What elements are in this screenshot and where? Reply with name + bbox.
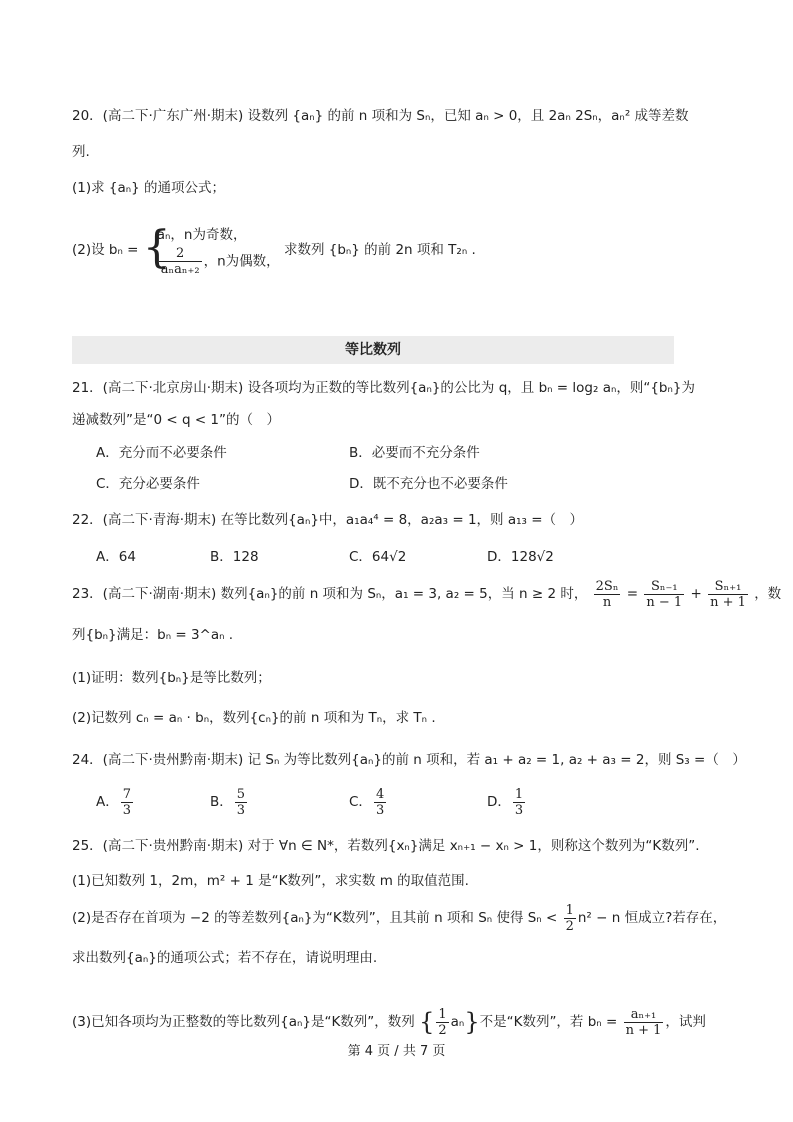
case-even xyxy=(157,246,280,277)
q20-part1: (1)求 {aₙ} 的通项公式； xyxy=(72,180,226,196)
case-even-suffix: ，n为偶数， xyxy=(203,253,280,269)
fraction-denominator: 2 xyxy=(438,1022,447,1038)
fraction-numerator: 1 xyxy=(438,1006,447,1022)
q20-line1: 20．(高二下·广东广州·期末) 设数列 {aₙ} 的前 n 项和为 Sₙ，已知 aₙ > 0，且 2aₙ 2Sₙ，aₙ² 成等差数 xyxy=(72,108,689,124)
q22-line1: 22．(高二下·青海·期末) 在等比数列{aₙ}中，a₁a₄⁴ = 8，a₂a₃ = 1，则 a₁₃ =（ ） xyxy=(72,512,584,528)
q20-part2-prefix: (2)设 bₙ = xyxy=(72,242,139,258)
piecewise xyxy=(142,221,280,277)
q20-line2: 列. xyxy=(72,144,90,160)
plus-sign: + xyxy=(690,586,702,602)
fraction-denominator: n + 1 xyxy=(625,1022,662,1038)
option-label: A． xyxy=(96,794,119,810)
q25-part3-prefix: (3)已知各项均为正整数的等比数列{aₙ}是“K数列”，数列 xyxy=(72,1014,415,1030)
right-brace-icon: } xyxy=(464,1008,480,1036)
q25-part2 xyxy=(72,900,727,936)
option-label: B． xyxy=(210,794,233,810)
fraction-an1-over-n1 xyxy=(624,1007,664,1038)
fraction-one-half xyxy=(564,903,576,934)
q24-line1: 24．(高二下·贵州黔南·期末) 记 Sₙ 为等比数列{aₙ}的前 n 项和，若 a₁ + a₂ = 1, a₂ + a₃ = 2，则 S₃ =（ ） xyxy=(72,752,746,768)
q20-part2-suffix: 求数列 {bₙ} 的前 2n 项和 T₂ₙ . xyxy=(283,242,476,258)
fraction-numerator: 5 xyxy=(236,786,246,802)
q21-line1: 21．(高二下·北京房山·期末) 设各项均为正数的等比数列{aₙ}的公比为 q，且 bₙ = log₂ aₙ，则“{bₙ}为 xyxy=(72,380,695,396)
fraction-denominator: 2 xyxy=(565,918,574,934)
fraction-denominator: n + 1 xyxy=(710,594,746,610)
q21-option-c[interactable]: C．充分必要条件 xyxy=(96,476,200,492)
fraction-sn+1 xyxy=(708,579,748,610)
q23-line1-prefix: 23．(高二下·湖南·期末) 数列{aₙ}的前 n 项和为 Sₙ，a₁ = 3, a₂ = 5，当 n ≥ 2 时， xyxy=(72,586,588,602)
option-fraction xyxy=(513,787,525,818)
fraction-2sn-over-n xyxy=(594,579,621,610)
fraction-denominator: 3 xyxy=(514,802,524,818)
fraction-numerator: Sₙ₊₁ xyxy=(708,579,748,595)
left-brace-icon: { xyxy=(419,1008,435,1036)
q25-part3-an: aₙ xyxy=(450,1014,465,1030)
q24-option-c[interactable] xyxy=(349,784,388,820)
q22-option-c[interactable]: C．64√2 xyxy=(349,549,407,565)
q23-line2: 列{bₙ}满足：bₙ = 3^aₙ . xyxy=(72,627,234,643)
fraction-numerator: Sₙ₋₁ xyxy=(644,579,684,595)
fraction-numerator: 2Sₙ xyxy=(595,578,619,594)
fraction-denominator: 3 xyxy=(122,802,132,818)
q25-part1: (1)已知数列 1，2m，m² + 1 是“K数列”，求实数 m 的取值范围. xyxy=(72,873,469,889)
q20-part2 xyxy=(72,220,693,280)
fraction-denominator: 3 xyxy=(236,802,246,818)
section-title: 等比数列 xyxy=(72,336,674,364)
q21-option-a[interactable]: A．充分而不必要条件 xyxy=(96,445,227,461)
q23-part2: (2)记数列 cₙ = aₙ · bₙ，数列{cₙ}的前 n 项和为 Tₙ，求 Tₙ . xyxy=(72,710,436,726)
option-fraction xyxy=(235,787,247,818)
fraction-numerator: 7 xyxy=(122,786,132,802)
brace-icon: { xyxy=(142,221,171,273)
fraction-one-half xyxy=(436,1007,448,1038)
fraction-numerator: 1 xyxy=(565,902,574,918)
fraction-numerator: aₙ₊₁ xyxy=(624,1007,664,1023)
q25-part2-line2: 求出数列{aₙ}的通项公式；若不存在，请说明理由. xyxy=(72,950,378,966)
option-fraction xyxy=(121,787,133,818)
q25-part2-suffix: n² − n 恒成立?若存在， xyxy=(577,910,727,926)
q25-part3 xyxy=(72,1004,706,1040)
q21-option-b[interactable]: B．必要而不充分条件 xyxy=(349,445,480,461)
q24-option-d[interactable] xyxy=(487,784,527,820)
q22-option-b[interactable]: B．128 xyxy=(210,549,259,565)
option-label: C． xyxy=(349,794,372,810)
q24-option-b[interactable] xyxy=(210,784,249,820)
fraction-numerator: 1 xyxy=(514,786,524,802)
fraction-sn-1 xyxy=(644,579,684,610)
equals-sign: = xyxy=(626,586,639,602)
q25-part2-prefix: (2)是否存在首项为 −2 的等差数列{aₙ}为“K数列”，且其前 n 项和 Sₙ 使得 Sₙ < xyxy=(72,910,558,926)
page-footer: 第 4 页 / 共 7 页 xyxy=(347,1044,446,1059)
q21-option-d[interactable]: D．既不充分也不必要条件 xyxy=(349,476,508,492)
q25-part3-suffix: ，试判 xyxy=(665,1014,706,1030)
q24-option-a[interactable] xyxy=(96,784,135,820)
q21-line2: 递减数列”是“0 < q < 1”的（ ） xyxy=(72,412,281,428)
q22-option-a[interactable]: A．64 xyxy=(96,549,136,565)
option-fraction xyxy=(374,787,386,818)
case-odd: aₙ，n为奇数， xyxy=(156,226,247,243)
fraction-numerator: 4 xyxy=(375,786,385,802)
fraction-numerator: 2 xyxy=(159,246,202,262)
q25-line1: 25．(高二下·贵州黔南·期末) 对于 ∀n ∈ N*，若数列{xₙ}满足 xₙ₊₁ − xₙ > 1，则称这个数列为“K数列”. xyxy=(72,838,700,854)
q22-option-d[interactable]: D．128√2 xyxy=(487,549,554,565)
fraction-denominator: aₙaₙ₊₂ xyxy=(160,261,200,277)
fraction-denominator: n xyxy=(602,594,612,610)
fraction-denominator: 3 xyxy=(375,802,385,818)
q25-part3-mid: 不是“K数列”，若 bₙ = xyxy=(479,1014,618,1030)
fraction-denominator: n − 1 xyxy=(646,594,683,610)
q23-line1-suffix: ，数 xyxy=(754,586,782,602)
q23-part1: (1)证明：数列{bₙ}是等比数列； xyxy=(72,670,271,686)
option-label: D． xyxy=(487,794,511,810)
q23-line1 xyxy=(72,576,782,612)
